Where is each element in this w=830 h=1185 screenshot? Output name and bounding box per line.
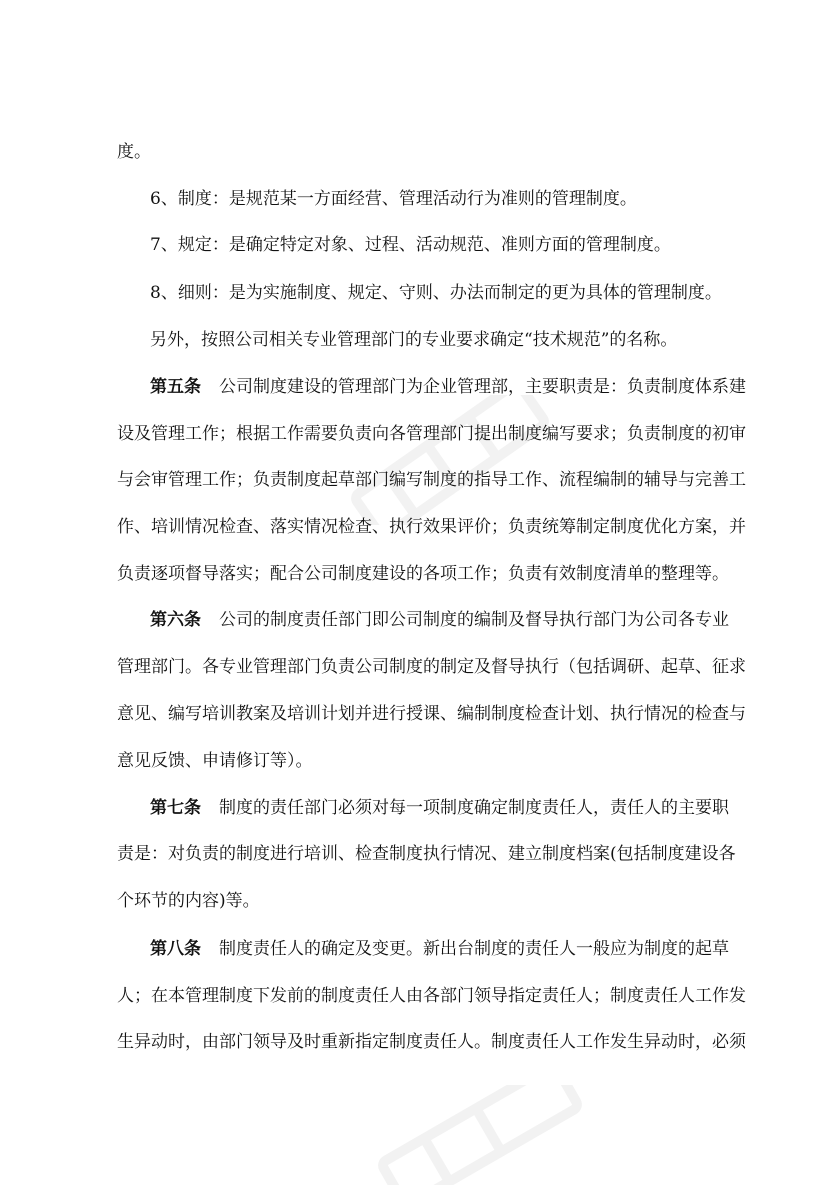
text-line: 负责逐项督导落实；配合公司制度建设的各项工作；负责有效制度清单的整理等。	[117, 564, 729, 584]
text-line: 管理部门。各专业管理部门负责公司制度的制定及督导执行（包括调研、起草、征求	[117, 657, 746, 677]
article-label: 第五条	[150, 377, 201, 397]
text-line: 意见、编写培训教案及培训计划并进行授课、编制制度检查计划、执行情况的检查与	[117, 704, 746, 724]
text-line: 责是：对负责的制度进行培训、检查制度执行情况、建立制度档案(包括制度建设各	[117, 844, 736, 864]
article-5-first-line	[150, 376, 746, 398]
text-line: 设及管理工作；根据工作需要负责向各管理部门提出制度编写要求；负责制度的初审	[117, 424, 746, 444]
text-line: 生异动时，由部门领导及时重新指定制度责任人。制度责任人工作发生异动时，必须	[117, 1032, 746, 1052]
article-label: 第七条	[150, 798, 201, 818]
article-7-first-line	[150, 797, 729, 819]
text-line: 与会审管理工作；负责制度起草部门编写制度的指导工作、流程编制的辅导与完善工	[117, 470, 746, 490]
article-label: 第六条	[150, 610, 201, 630]
text-line: 作、培训情况检查、落实情况检查、执行效果评价；负责统筹制定制度优化方案，并	[117, 517, 746, 537]
text-line: 个环节的内容)等。	[117, 891, 260, 911]
watermark-icon	[330, 395, 570, 525]
text-line: 另外，按照公司相关专业管理部门的专业要求确定“技术规范”的名称。	[150, 330, 678, 350]
article-6-first-line	[150, 609, 729, 631]
text-line: 公司制度建设的管理部门为企业管理部，主要职责是：负责制度体系建	[219, 377, 746, 397]
text-line: 制度责任人的确定及变更。新出台制度的责任人一般应为制度的起草	[219, 939, 729, 959]
text-line: 6、制度：是规范某一方面经营、管理活动行为准则的管理制度。	[150, 189, 637, 209]
text-line: 人；在本管理制度下发前的制度责任人由各部门领导指定责任人；制度责任人工作发	[117, 986, 746, 1006]
article-label: 第八条	[150, 939, 201, 959]
watermark-icon	[360, 1085, 600, 1185]
article-8-first-line	[150, 938, 729, 960]
text-line: 意见反馈、申请修订等）。	[117, 751, 313, 771]
text-line: 制度的责任部门必须对每一项制度确定制度责任人，责任人的主要职	[219, 798, 729, 818]
text-line: 7、规定：是确定特定对象、过程、活动规范、准则方面的管理制度。	[150, 235, 671, 255]
text-line: 度。	[117, 142, 151, 162]
text-line: 8、细则：是为实施制度、规定、守则、办法而制定的更为具体的管理制度。	[150, 283, 722, 303]
text-line: 公司的制度责任部门即公司制度的编制及督导执行部门为公司各专业	[219, 610, 729, 630]
